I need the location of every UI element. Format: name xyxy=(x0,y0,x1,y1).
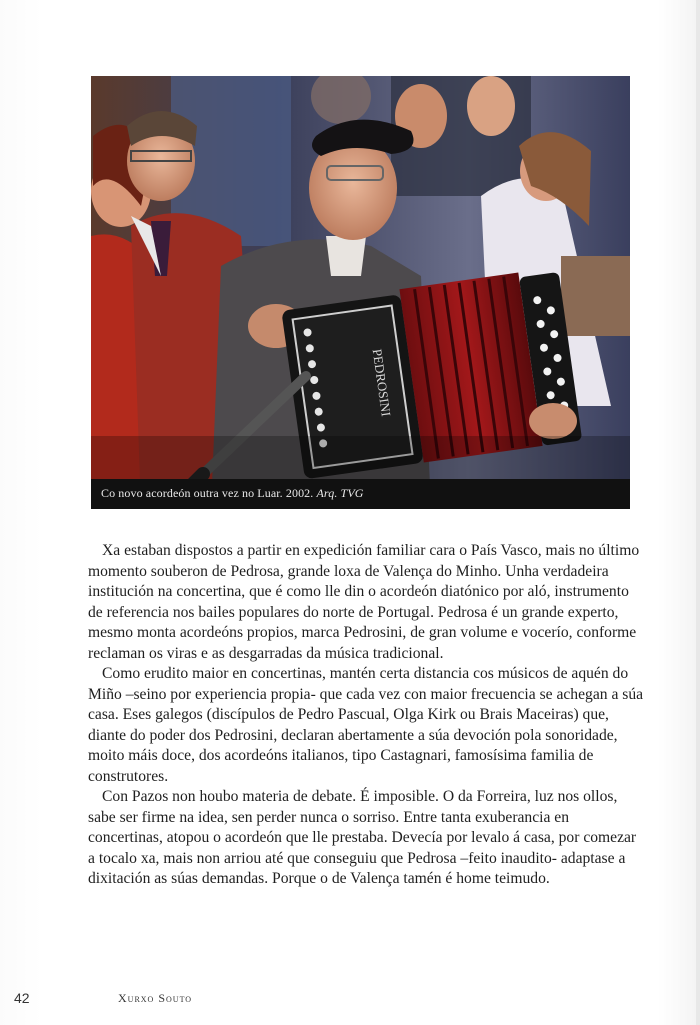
accordion-brand-text: PEDROSINI xyxy=(369,347,394,418)
article-paragraph: Con Pazos non houbo materia de debate. É imposible. O da Forreira, luz nos ollos, sabe ser firme na idea, sen perder nunca o sorriso. Entre tanta exuberancia en concertinas, atopou o acordeón que lle prestaba. Devecía por levalo á casa, por comezar a tocalo xa, mais non arriou até que conseguiu que Pedrosa –feito inaudito- adaptase a dixitación as súas demandas. Porque o de Valença tamén é home teimudo. xyxy=(88,788,637,887)
page-edge xyxy=(696,0,700,1025)
photo-caption xyxy=(101,486,364,501)
page-number: 42 xyxy=(14,990,30,1006)
article-body xyxy=(88,541,644,890)
photo-illustration xyxy=(91,76,630,509)
photo-accordion-player xyxy=(91,76,630,509)
article-paragraph: Xa estaban dispostos a partir en expedición familiar cara o País Vasco, mais no último momento souberon de Pedrosa, grande loxa de Valença do Minho. Unha verdadeira institución na concertina, que é como lle din o acordeón diatónico por aló, instrumento de referencia nos bailes populares do norte de Portugal. Pedrosa é un grande experto, mesmo monta acordeóns propios, marca Pedrosini, de gran volume e vocerío, conforme reclaman os viras e as desgarradas da música tradicional. xyxy=(88,542,640,662)
caption-credit: Arq. TVG xyxy=(316,486,364,500)
article-paragraph: Como erudito maior en concertinas, mantén certa distancia cos músicos de aquén do Miño –seino por experiencia propia- que cada vez con maior frecuencia se achegan a súa casa. Eses galegos (discípulos de Pedro Pascual, Olga Kirk ou Brais Maceiras) que, diante do poder dos Pedrosini, declaran abertamente a súa devoción pola sonoridade, moito máis doce, dos acordeóns italianos, tipo Castagnari, famosísima familia de construtores. xyxy=(88,665,644,785)
author-running-head: Xurxo Souto xyxy=(118,991,193,1005)
caption-text: Co novo acordeón outra vez no Luar. 2002. xyxy=(101,486,317,500)
